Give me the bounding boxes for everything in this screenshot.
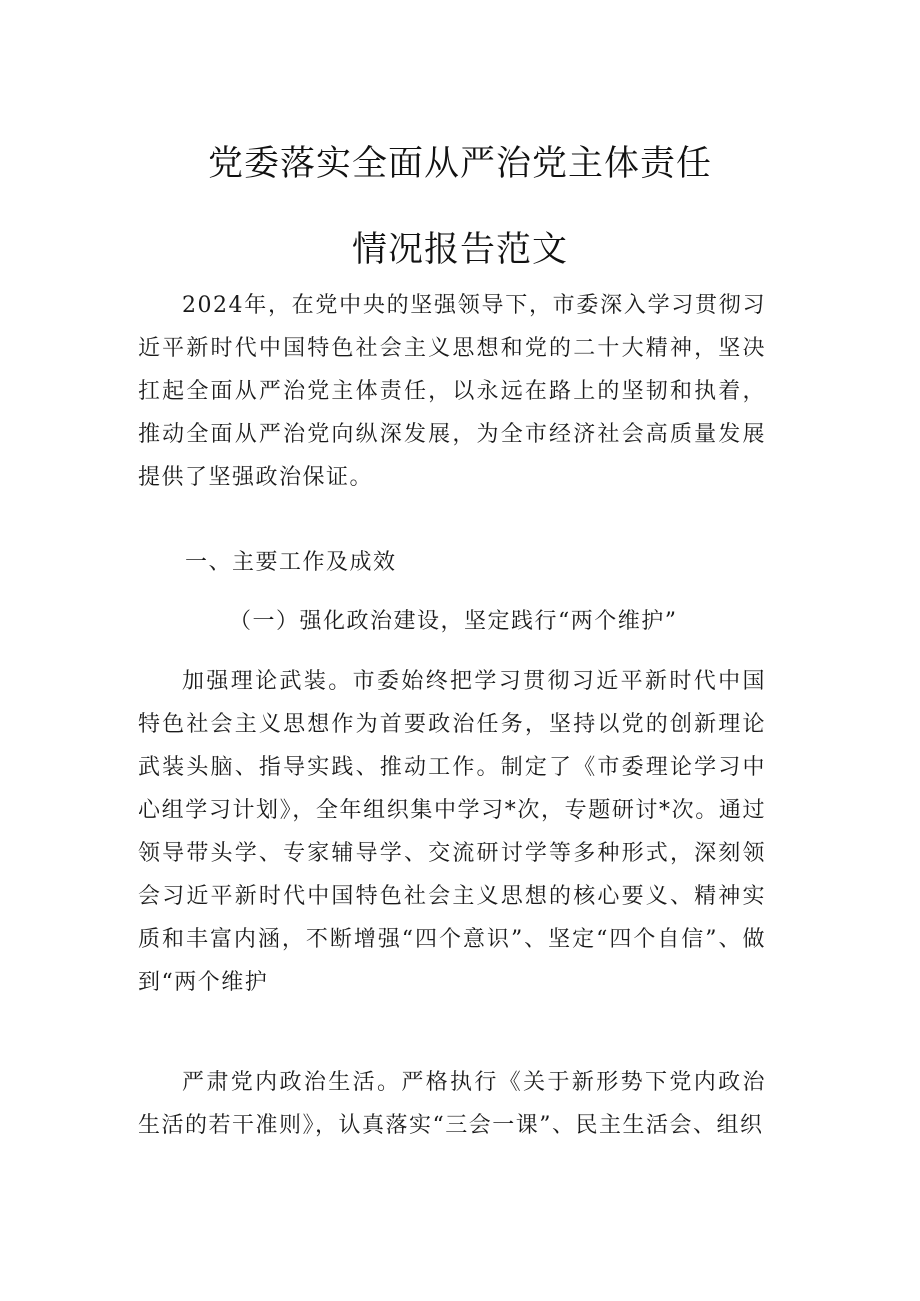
subsection-heading-political-construction: （一）强化政治建设，坚定践行“两个维护” <box>229 609 678 634</box>
section-heading-main-work: 一、主要工作及成效 <box>185 550 397 575</box>
document-title-line-2: 情况报告范文 <box>351 230 568 270</box>
intro-paragraph: 2024年，在党中央的坚强领导下，市委深入学习贯彻习近平新时代中国特色社会主义思想和党的二十大精神，坚决扛起全面从严治党主体责任，以永远在路上的坚韧和执着，推动全面从严治党向纵深发展，为全市经济社会高质量发展提供了坚强政治保证。 <box>138 293 766 490</box>
paragraph-political-life: 严肃党内政治生活。严格执行《关于新形势下党内政治生活的若干准则》，认真落实“三会一课”、民主生活会、组织 <box>138 1070 766 1138</box>
document-title-line-1: 党委落实全面从严治党主体责任 <box>207 144 712 184</box>
paragraph-theory-study: 加强理论武装。市委始终把学习贯彻习近平新时代中国特色社会主义思想作为首要政治任务，坚持以党的创新理论武装头脑、指导实践、推动工作。制定了《市委理论学习中心组学习计划》，全年组织集中学习*次，专题研讨*次。通过领导带头学、专家辅导学、交流研讨学等多种形式，深刻领会习近平新时代中国特色社会主义思想的核心要义、精神实质和丰富内涵，不断增强“四个意识”、坚定“四个自信”、做到“两个维护 <box>138 669 766 995</box>
